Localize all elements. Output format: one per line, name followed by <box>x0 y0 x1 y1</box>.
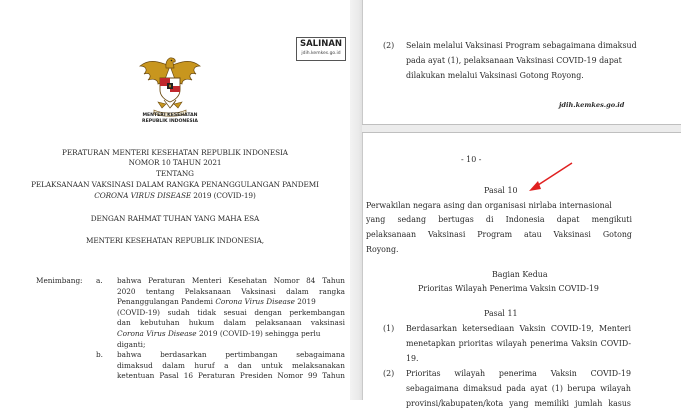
article-11-item-line <box>406 336 631 351</box>
article-10-text-1: Perwakilan negara asing dan organisasi nirlaba internasional <box>366 201 612 210</box>
right-top-footer-url: jdih.kemkes.go.id <box>559 101 625 109</box>
article-11-word: memiliki <box>534 399 570 408</box>
stamp-url: jdih.kemkes.go.id <box>301 51 341 56</box>
article-11-word: berupa <box>567 384 596 393</box>
considering-item-line <box>117 340 145 351</box>
article-10-word: yang <box>366 215 386 224</box>
considering-line-text <box>117 308 345 319</box>
considering-word: dalam <box>286 286 309 296</box>
considering-word: hukum <box>188 318 215 328</box>
considering-word: pelaksanaan <box>255 318 302 328</box>
article-11-word: COVID-19, <box>550 324 594 333</box>
article-11-word: COVID-19 <box>590 369 631 378</box>
article-11-word: kasus <box>608 399 631 408</box>
considering-word: sesuai <box>223 307 247 317</box>
article-11-word: Vaksin <box>550 369 577 378</box>
considering-word: dan <box>237 360 252 370</box>
considering-word: vaksinasi <box>310 318 345 328</box>
grace-line: DENGAN RAHMAT TUHAN YANG MAHA ESA <box>90 214 260 223</box>
article-10-word: Gotong <box>602 230 632 239</box>
page-number: - 10 - <box>461 155 482 164</box>
considering-word: 84 <box>306 276 316 285</box>
considering-line-text <box>117 340 145 351</box>
considering-item-marker: a. <box>96 276 103 285</box>
considering-item-line <box>117 350 345 361</box>
considering-word: dalam <box>223 318 247 328</box>
article-11-heading: Pasal 11 <box>484 309 518 318</box>
article-11-item-marker: (1) <box>383 324 395 333</box>
article-11-word: wilayah <box>454 369 486 378</box>
considering-word: ketentuan <box>117 371 155 381</box>
considering-word: rangka <box>319 286 345 296</box>
considering-line-text <box>117 318 345 329</box>
considering-item-marker: b. <box>96 350 103 360</box>
considering-word: bahwa <box>117 276 142 285</box>
article-10-word: Program <box>477 230 513 239</box>
considering-word: dengan <box>254 307 282 317</box>
article-10-word: bertugas <box>438 215 474 224</box>
considering-label: Menimbang <box>36 276 81 285</box>
considering-line-text <box>117 329 321 340</box>
considering-word: tidak <box>197 307 217 317</box>
considering-line-text <box>117 297 316 308</box>
regulation-title-line-2 <box>0 191 350 200</box>
article-11-word: Vaksin <box>519 324 546 333</box>
garuda-emblem-icon <box>136 52 204 118</box>
article-11-word: dimaksud <box>463 384 502 393</box>
italic-disease-name: CORONA VIRUS DISEASE <box>94 191 192 200</box>
considering-word: Pasal <box>159 371 179 381</box>
right-top-item-marker: (2) <box>383 41 395 50</box>
article-11-word: Prioritas <box>406 369 441 378</box>
article-11-word: ayat <box>530 384 548 393</box>
part-title: Prioritas Wilayah Penerima Vaksin COVID-19 <box>418 284 599 293</box>
article-11-word: COVID- <box>600 339 631 348</box>
article-11-word: prioritas <box>458 339 493 348</box>
article-10-heading: Pasal 10 <box>484 186 518 195</box>
considering-word: Tahun <box>322 371 345 381</box>
considering-word: Presiden <box>239 371 273 381</box>
article-11-item-line <box>406 321 631 336</box>
article-11-word: penerima <box>498 369 537 378</box>
considering-word: Pelaksanaan <box>184 286 231 296</box>
right-top-line-1: Selain melalui Vaksinasi Program sebagaimana dimaksud <box>406 41 637 50</box>
article-11-word: Vaksin <box>571 339 598 348</box>
emblem-caption-line-2: REPUBLIK INDONESIA <box>142 118 198 124</box>
article-11-word: sebagaimana <box>406 384 459 393</box>
italic-disease-name: Corona Virus Disease <box>215 297 295 307</box>
considering-item-line <box>117 371 345 382</box>
article-10-word: pelaksanaan <box>366 230 417 239</box>
considering-word: Tahun <box>322 276 345 285</box>
article-11-item-line: 19. <box>406 354 419 363</box>
considering-item-line <box>117 308 345 319</box>
considering-word: Vaksinasi <box>241 286 276 296</box>
considering-line-text <box>117 350 345 361</box>
article-11-word: menetapkan <box>406 339 456 348</box>
right-document-page <box>362 0 681 408</box>
article-11-item-line <box>406 366 631 381</box>
article-11-word: Berdasarkan <box>406 324 458 333</box>
article-10-word: sedang <box>397 215 427 224</box>
considering-item-line <box>117 361 345 372</box>
article-10-word: atau <box>523 230 542 239</box>
considering-word: (COVID-19) <box>117 307 161 317</box>
article-10-word: Vaksinasi <box>553 230 591 239</box>
considering-word: berdasarkan <box>160 350 207 360</box>
considering-word: Kesehatan <box>228 276 267 285</box>
right-top-line-2: pada ayat (1), pelaksanaan Vaksinasi COVID-19 dapat <box>406 56 622 65</box>
article-11-word: penerima <box>530 339 569 348</box>
considering-word: kebutuhan <box>139 318 180 328</box>
regulation-number: NOMOR 10 TAHUN 2021 <box>128 158 222 167</box>
considering-item-line <box>117 318 345 329</box>
considering-item-line <box>117 287 345 298</box>
article-11-word: ketersediaan <box>462 324 515 333</box>
emblem-caption <box>126 113 214 124</box>
article-10-word: Indonesia <box>505 215 545 224</box>
article-10-word: mengikuti <box>591 215 632 224</box>
considering-line-text <box>117 276 345 287</box>
article-10-line-4: Royong. <box>366 245 399 254</box>
considering-line-text <box>117 287 345 298</box>
considering-word: Peraturan <box>198 371 235 381</box>
considering-line-text <box>117 361 345 372</box>
considering-word: 2020 <box>117 286 136 296</box>
considering-line-text <box>117 371 345 382</box>
article-11-word: wilayah <box>600 384 631 393</box>
considering-text-fragment: Penanggulangan Pandemi <box>117 297 216 307</box>
article-11-word: yang <box>509 399 529 408</box>
considering-word: sebagaimana <box>296 350 345 360</box>
considering-word: huruf <box>194 360 215 370</box>
article-10-word: di <box>485 215 494 224</box>
article-11-word: pada <box>506 384 526 393</box>
considering-text-fragment: 2019 <box>294 297 316 307</box>
emblem-caption-line-1: MENTERI KESEHATAN <box>142 113 198 118</box>
considering-word: untuk <box>261 360 283 370</box>
minister-line: MENTERI KESEHATAN REPUBLIK INDONESIA, <box>85 236 265 245</box>
considering-text-fragment: diganti; <box>117 339 146 349</box>
red-arrow-annotation-icon <box>525 160 575 194</box>
considering-word: melaksanakan <box>292 360 345 370</box>
article-10-line-3 <box>366 227 632 242</box>
article-11-item-line <box>406 396 631 411</box>
article-11-word: (1) <box>551 384 563 393</box>
considering-item-line <box>117 297 316 308</box>
considering-word: a <box>224 360 229 370</box>
considering-word: Peraturan <box>148 276 186 285</box>
article-11-word: jumlah <box>575 399 603 408</box>
article-10-line-2 <box>366 212 632 227</box>
considering-colon: : <box>80 276 83 285</box>
considering-word: dimaksud <box>117 360 153 370</box>
considering-word: dan <box>117 318 131 328</box>
article-10-line-1 <box>366 198 632 213</box>
article-11-item-marker: (2) <box>383 369 395 378</box>
about-label: TENTANG <box>156 169 194 178</box>
article-11-word: wilayah <box>496 339 527 348</box>
article-10-word: Vaksinasi <box>427 230 466 239</box>
considering-word: tentang <box>145 286 175 296</box>
considering-item-line <box>117 276 345 287</box>
considering-text-fragment: 2019 (COVID-19) sehingga perlu <box>196 329 321 338</box>
considering-word: dalam <box>162 360 185 370</box>
title-line-2-rest: 2019 (COVID-19) <box>191 191 256 200</box>
regulation-title-line-1: PELAKSANAAN VAKSINASI DALAM RANGKA PENANGGULANGAN PANDEMI <box>31 180 319 189</box>
article-11-word: Menteri <box>599 324 631 333</box>
stamp-title: SALINAN <box>299 39 343 49</box>
considering-word: Menteri <box>191 276 222 285</box>
considering-word: pertimbangan <box>225 350 278 360</box>
considering-word: perkembangan <box>289 307 345 317</box>
article-11-word: provinsi/kabupaten/kota <box>406 399 504 408</box>
considering-word: Nomor <box>273 276 300 285</box>
article-11-item-line <box>406 381 631 396</box>
salinan-stamp <box>296 37 346 61</box>
italic-disease-name: Corona Virus Disease <box>117 329 197 338</box>
considering-word: bahwa <box>117 350 142 360</box>
considering-word: sudah <box>167 307 190 317</box>
regulation-heading: PERATURAN MENTERI KESEHATAN REPUBLIK INDONESIA <box>62 148 288 157</box>
page-break-separator <box>362 124 681 133</box>
article-10-word: dapat <box>556 215 580 224</box>
considering-item-line <box>117 329 321 340</box>
considering-word: 16 <box>183 371 194 381</box>
part-heading: Bagian Kedua <box>492 270 548 279</box>
considering-word: Nomor <box>277 371 303 381</box>
considering-word: 99 <box>307 371 318 381</box>
right-top-line-3: dilakukan melalui Vaksinasi Gotong Royong. <box>406 71 584 80</box>
